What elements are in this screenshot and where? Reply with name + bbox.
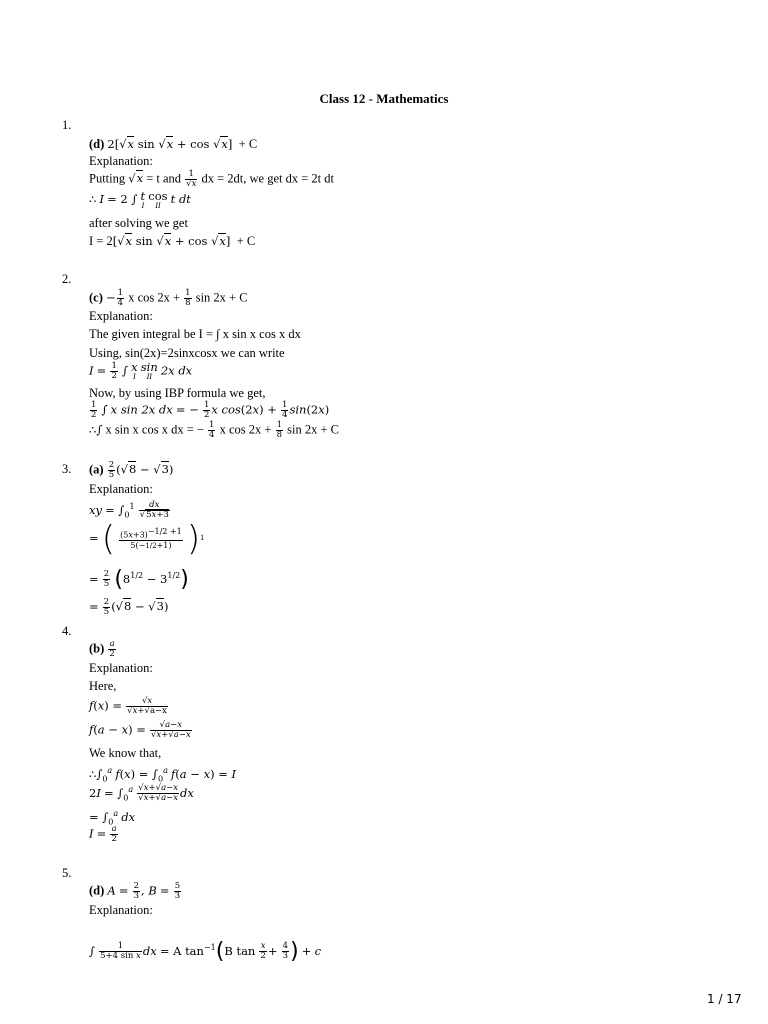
explanation-line: We know that, bbox=[89, 746, 162, 760]
question-number: 3. bbox=[62, 462, 72, 476]
answer-option: (a) $\frac{2}{5}$ (√8 − √3) bbox=[89, 460, 174, 480]
explanation-label: Explanation: bbox=[89, 482, 153, 496]
explanation-label: Explanation: bbox=[89, 154, 153, 168]
math-line: = $\int_0^a$ dx bbox=[89, 809, 136, 827]
answer-option: (b) $\frac{a}{2}$ bbox=[89, 639, 115, 659]
explanation-line: after solving we get bbox=[89, 216, 188, 230]
math-line: ∴∫ x sin x cos x dx = − $\frac{1}{4}$ x cos 2x + $\frac{1}{8}$ sin 2x + C bbox=[89, 420, 339, 440]
math-line: I = $\frac{1}{2}$ ∫ x I sin II 2x dx bbox=[89, 360, 193, 381]
math-line: ∫ $\frac{1}{\text{5+4 sin x}}$ dx = A $\tan^{-1}(B$ tan $\frac{x}{2}$ + $\frac{4}{3}$ ) + c bbox=[89, 938, 322, 964]
page-counter: 1 / 17 bbox=[707, 992, 742, 1006]
explanation-line: Putting √x = t and $\frac{1}{√x}$ dx = 2dt, we get dx = 2t dt bbox=[89, 169, 334, 189]
answer-option: (c) − $\frac{1}{4}$ x cos 2x + $\frac{1}{8}$ sin 2x + C bbox=[89, 288, 248, 308]
explanation-label: Explanation: bbox=[89, 661, 153, 675]
math-line: = $\frac{2}{5}$ (√8 − √3) bbox=[89, 597, 169, 617]
math-line: = $\frac{2}{5}$ $(8^{1/2} - 3^{1/2})$ bbox=[89, 566, 189, 592]
explanation-line: Here, bbox=[89, 679, 117, 693]
explanation-line: Using, sin(2x)=2sinxcosx we can write bbox=[89, 346, 285, 360]
explanation-label: Explanation: bbox=[89, 903, 153, 917]
question-number: 5. bbox=[62, 866, 72, 880]
math-line: $\therefore\int_0^a$ $f(x) = \int_0^a$ f(a − x) = I bbox=[89, 766, 237, 784]
page-title: Class 12 - Mathematics bbox=[319, 91, 449, 106]
answer-option: (d) A = $\frac{2}{3}$ , B = $\frac{5}{3}$ bbox=[89, 881, 181, 901]
explanation-label: Explanation: bbox=[89, 309, 153, 323]
math-line: ∴ I = 2 ∫ t I cos II t dt bbox=[89, 189, 191, 210]
question-number: 1. bbox=[62, 118, 72, 132]
explanation-line: The given integral be I = ∫ x sin x cos x dx bbox=[89, 327, 301, 341]
math-line: xy = $\int_0^1$ $\frac{dx}{√5x+3}$ bbox=[89, 500, 169, 521]
question-number: 2. bbox=[62, 272, 72, 286]
math-line: $\frac{1}{2}$ ∫ x sin 2x dx = − $\frac{1}{2}$ x cos(2x) + $\frac{1}{4}$ sin(2x) bbox=[91, 400, 330, 420]
answer-option: (d) 2[√x sin √x + cos √x] + C bbox=[89, 137, 258, 151]
math-line: = ( $\frac{(5x+3)^{-1/2 +1}}{5(-1/2+1)}$ )$^1$ bbox=[89, 519, 205, 560]
math-line: $2I = \int_0^a$ $\frac{√x+√a-x}{√x+√a-x}$ dx bbox=[89, 783, 194, 804]
math-line: I = $\frac{a}{2}$ bbox=[89, 824, 117, 844]
explanation-line: Now, by using IBP formula we get, bbox=[89, 386, 266, 400]
math-line: f(a − x) = $\frac{√a-x}{√x+√a-x}$ bbox=[89, 720, 191, 740]
math-line: I = 2[√x sin √x + cos √x] + C bbox=[89, 234, 256, 248]
math-line: f(x) = $\frac{√x}{√x+√a-x}$ bbox=[89, 696, 167, 716]
question-number: 4. bbox=[62, 624, 72, 638]
